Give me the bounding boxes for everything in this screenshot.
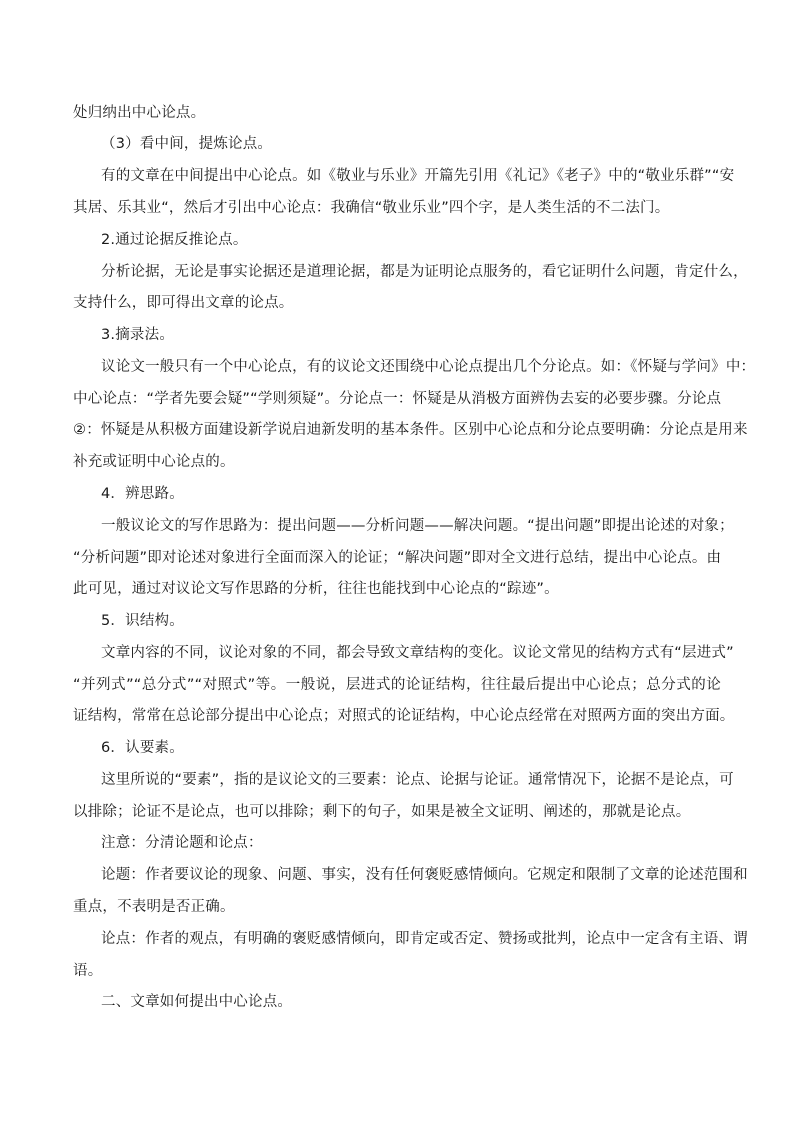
text-line: 中心论点：“学者先要会疑”“学则须疑”。分论点一：怀疑是从消极方面辨伪去妄的必要步骤。分论点 [73,391,722,407]
text-line: 此可见，通过对议论文写作思路的分析，往往也能找到中心论点的“踪迹”。 [73,581,559,597]
text-line: 语。 [73,963,103,979]
text-line: ②：怀疑是从积极方面建设新学说启迪新发明的基本条件。区别中心论点和分论点要明确：分论点是用来 [73,422,748,438]
subheading-identify-thinking: 4．辨思路。 [101,486,184,502]
subheading-reverse-inference: 2.通过论据反推论点。 [101,232,248,248]
text-line: 分析论据，无论是事实论据还是道理论据，都是为证明论点服务的，看它证明什么问题，肯定什么， [101,264,748,280]
text-line: 有的文章在中间提出中心论点。如《敬业与乐业》开篇先引用《礼记》《老子》中的“敬业乐群”“安 [101,168,735,184]
note-line: 注意：分清论题和论点： [101,835,263,851]
text-line: 论点：作者的观点，有明确的褒贬感情倾向，即肯定或否定、赞扬或批判，论点中一定含有主语、谓 [101,931,748,947]
subheading-identify-elements: 6．认要素。 [101,740,184,756]
text-line: 其居、乐其业“，然后才引出中心论点：我确信“敬业乐业”四个字，是人类生活的不二法门。 [73,200,670,216]
text-line: “分析问题”即对论述对象进行全面而深入的论证；“解决问题”即对全文进行总结，提出中心论点。由 [73,550,722,566]
text-line: 重点，不表明是否正确。 [73,899,235,915]
subheading-look-middle: （3）看中间，提炼论点。 [101,136,273,152]
subheading-identify-structure: 5．识结构。 [101,613,184,629]
text-line: “并列式”“总分式”“对照式”等。一般说，层进式的论证结构，往往最后提出中心论点；总分式的论 [73,677,721,693]
text-line: 这里所说的“要素”，指的是议论文的三要素：论点、论据与论证。通常情况下，论据不是论点，可 [101,772,734,788]
subheading-excerpt-method: 3.摘录法。 [101,327,175,343]
text-line: 议论文一般只有一个中心论点，有的议论文还围绕中心论点提出几个分论点。如：《怀疑与学问》中： [101,359,756,375]
text-line: 补充或证明中心论点的。 [73,454,235,470]
text-line: 处归纳出中心论点。 [73,105,206,121]
text-line: 论题：作者要议论的现象、问题、事实，没有任何褒贬感情倾向。它规定和限制了文章的论述范围和 [101,867,748,883]
text-line: 文章内容的不同，议论对象的不同，都会导致文章结构的变化。议论文常见的结构方式有“层进式” [101,645,734,661]
text-line: 一般议论文的写作思路为：提出问题——分析问题——解决问题。“提出问题”即提出论述的对象； [101,518,734,534]
section-heading: 二、文章如何提出中心论点。 [101,994,293,1010]
text-line: 证结构，常常在总论部分提出中心论点；对照式的论证结构，中心论点经常在对照两方面的突出方面。 [73,708,735,724]
text-line: 支持什么，即可得出文章的论点。 [73,295,294,311]
text-line: 以排除；论证不是论点，也可以排除；剩下的句子，如果是被全文证明、阐述的，那就是论点。 [73,804,691,820]
